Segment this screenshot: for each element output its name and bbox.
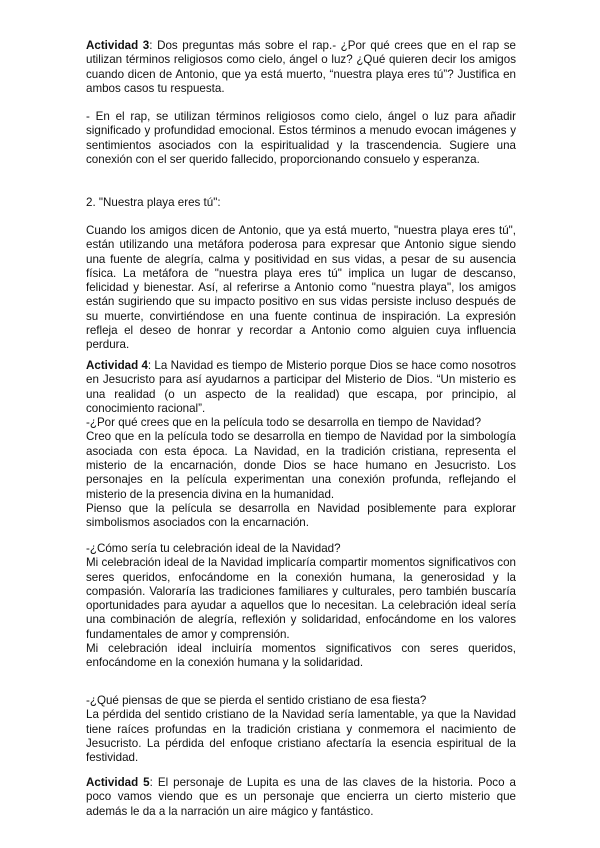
activity-3-label: Actividad 3 (86, 39, 150, 52)
question-3: -¿Qué piensas de que se pierda el sentido cristiano de esa fiesta? (86, 694, 427, 707)
activity-3-answer-1 (86, 110, 516, 167)
answer-1-extra: Pienso que la película se desarrolla en Navidad posiblemente para explorar simbolismos asociados con la encarnación. (86, 501, 516, 530)
answer-rap-religious-terms: - En el rap, se utilizan términos religiosos como cielo, ángel o luz para añadir significado y profundidad emocional. Estos términos a menudo evocan imágenes y sentimientos asociados con la espiritualidad y la trascendencia. Sugiere una conexión con el ser querido fallecido, proporcionando consuelo y esperanza. (86, 110, 516, 166)
activity-3-heading-2 (86, 196, 516, 210)
question-1: -¿Por qué crees que en la película todo se desarrolla en tiempo de Navidad? (86, 416, 482, 430)
activity-3-question: : Dos preguntas más sobre el rap.- ¿Por qué crees que en el rap se utilizan términos religiosos como cielo, ángel o luz? ¿Qué quieren decir los amigos cuando dicen de Antonio, que ya está muerto, “nuestra playa eres tú”? Justifica en ambos casos tu respuesta. (86, 39, 516, 95)
activity-4-q2-block (86, 542, 516, 671)
answer-nuestra-playa: Cuando los amigos dicen de Antonio, que ya está muerto, "nuestra playa eres tú", están utilizando una metáfora poderosa para expresar que Antonio sigue siendo una fuente de alegría, calma y positividad en sus vidas, a pesar de su ausencia física. La metáfora de "nuestra playa eres tú" implica un lugar de descanso, felicidad y bienestar. Así, al referirse a Antonio como "nuestra playa", los amigos están sugiriendo que su impacto positivo en sus vidas persiste incluso después de su muerte, convirtiéndose en una fuente continua de inspiración. La expresión refleja el deseo de honrar y recordar a Antonio como alguien cuya influencia perdura. (86, 224, 516, 352)
answer-3: La pérdida del sentido cristiano de la Navidad sería lamentable, ya que la Navidad tiene raíces profundas en la tradición cristiana y conmemora el nacimiento de Jesucristo. La pérdida del enfoque cristiano afectaría la esencia espiritual de la festividad. (86, 708, 516, 765)
activity-5-block (86, 776, 516, 819)
activity-5-text: : El personaje de Lupita es una de las claves de la historia. Poco a poco vamos viendo que es un personaje que encierra un cierto misterio que además le da a la narración un aire mágico y fantástico. (86, 776, 516, 818)
section-heading-nuestra-playa: 2. "Nuestra playa eres tú": (86, 196, 221, 209)
activity-4-intro: : La Navidad es tiempo de Misterio porque Dios se hace como nosotros en Jesucristo para así ayudarnos a participar del Misterio de Dios. “Un misterio es una realidad (o un aspecto de la realidad) que escapa, por principio, al conocimiento racional”. (86, 359, 516, 415)
answer-2: Mi celebración ideal de la Navidad implicaría compartir momentos significativos con seres queridos, enfocándome en la conexión humana, la generosidad y la compasión. Valoraría las tradiciones familiares y culturales, pero también buscaría oportunidades para ayudar a aquellos que lo necesitan. La celebración ideal sería una combinación de alegría, reflexión y solidaridad, enfocándome en los valores fundamentales de amor y comprensión. (86, 556, 516, 641)
answer-2-extra: Mi celebración ideal incluiría momentos significativos con seres queridos, enfocándome en la conexión humana y la solidaridad. (86, 642, 516, 670)
activity-5-label: Actividad 5 (86, 776, 150, 789)
activity-3-answer-2 (86, 224, 516, 353)
activity-4-block (86, 359, 516, 531)
question-2: -¿Cómo sería tu celebración ideal de la Navidad? (86, 542, 341, 555)
activity-4-q3-block (86, 694, 516, 765)
activity-3-prompt (86, 39, 516, 96)
activity-4-label: Actividad 4 (86, 359, 148, 372)
answer-1: Creo que en la película todo se desarrolla en tiempo de Navidad por la simbología asociada con esta época. La Navidad, en la tradición cristiana, representa el misterio de la encarnación, donde Dios se hace humano en Jesucristo. Los personajes en la película experimentan una conexión profunda, reflejando el misterio de la presencia divina en la humanidad. (86, 430, 516, 501)
